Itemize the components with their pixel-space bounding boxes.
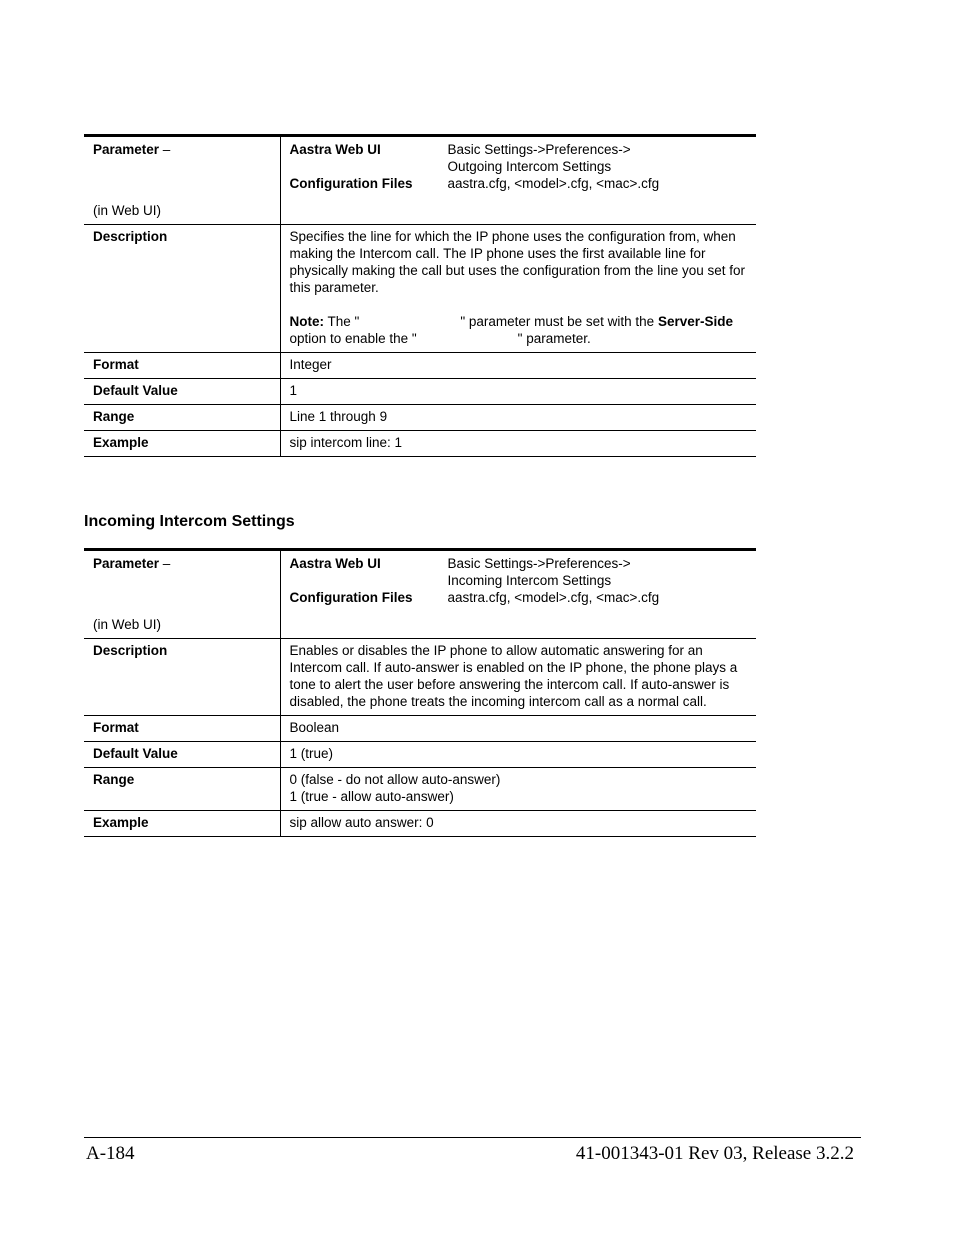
- format-label: Format: [84, 353, 280, 379]
- default-value-label: Default Value: [84, 379, 280, 405]
- range-value-2: 1 (true - allow auto-answer): [289, 789, 454, 804]
- description-text: Specifies the line for which the IP phone uses the configuration from, when making the Intercom call. The IP phone uses the first available line for physically making the call but uses the configuration from the line you set for this parameter.: [289, 229, 745, 295]
- description-text: Enables or disables the IP phone to allow automatic answering for an Intercom call. If auto-answer is enabled on the IP phone, the phone plays a tone to alert the user before answering the intercom call. If auto-answer is disabled, the phone treats the incoming intercom call as a normal call.: [280, 639, 756, 716]
- format-label: Format: [84, 716, 280, 742]
- note-part-1: The ": [324, 314, 360, 329]
- parameter-label-cell: [84, 136, 280, 225]
- config-files-value: aastra.cfg, <model>.cfg, <mac>.cfg: [447, 590, 660, 605]
- description-label: Description: [84, 225, 280, 353]
- description-row: [84, 639, 756, 716]
- range-row: [84, 405, 756, 431]
- parameter-row: [84, 550, 756, 639]
- range-value-1: 0 (false - do not allow auto-answer): [289, 772, 501, 787]
- format-row: [84, 353, 756, 379]
- format-value: Integer: [280, 353, 756, 379]
- footer-divider: [84, 1137, 861, 1138]
- range-label: Range: [84, 405, 280, 431]
- in-web-ui-label: (in Web UI): [93, 203, 162, 218]
- example-row: [84, 431, 756, 457]
- range-value: Line 1 through 9: [280, 405, 756, 431]
- default-value-row: [84, 742, 756, 768]
- section-heading: Incoming Intercom Settings: [84, 513, 295, 530]
- parameter-table-auto-answer: [84, 548, 756, 837]
- range-value-cell: [280, 768, 756, 811]
- parameter-value-cell: [280, 550, 756, 639]
- web-ui-path-2: Outgoing Intercom Settings: [447, 159, 612, 174]
- note-label: Note:: [289, 314, 324, 329]
- example-label: Example: [84, 811, 280, 837]
- web-ui-path-1: Basic Settings->Preferences->: [447, 142, 631, 157]
- example-label: Example: [84, 431, 280, 457]
- format-row: [84, 716, 756, 742]
- parameter-label-cell: [84, 550, 280, 639]
- note-part-4: " parameter.: [517, 331, 591, 346]
- document-id: 41-001343-01 Rev 03, Release 3.2.2: [575, 1143, 854, 1164]
- in-web-ui-label: (in Web UI): [93, 617, 162, 632]
- description-cell: [280, 225, 756, 353]
- config-files-value: aastra.cfg, <model>.cfg, <mac>.cfg: [447, 176, 660, 191]
- example-row: [84, 811, 756, 837]
- web-ui-path-2: Incoming Intercom Settings: [447, 573, 612, 588]
- example-value: sip allow auto answer: 0: [280, 811, 756, 837]
- web-ui-path-1: Basic Settings->Preferences->: [447, 556, 631, 571]
- note-part-3: option to enable the ": [289, 331, 417, 346]
- page-number: A-184: [86, 1143, 135, 1164]
- default-value: 1 (true): [280, 742, 756, 768]
- parameter-label: Parameter: [93, 556, 160, 571]
- web-ui-key: Aastra Web UI: [289, 142, 381, 157]
- description-label: Description: [84, 639, 280, 716]
- config-files-key: Configuration Files: [289, 590, 413, 605]
- parameter-dash: –: [159, 556, 171, 571]
- parameter-label: Parameter: [93, 142, 160, 157]
- parameter-dash: –: [159, 142, 171, 157]
- description-row: [84, 225, 756, 353]
- parameter-table-intercom-line: [84, 134, 756, 457]
- format-value: Boolean: [280, 716, 756, 742]
- default-value-row: [84, 379, 756, 405]
- config-files-key: Configuration Files: [289, 176, 413, 191]
- default-value: 1: [280, 379, 756, 405]
- parameter-row: [84, 136, 756, 225]
- parameter-value-cell: [280, 136, 756, 225]
- example-value: sip intercom line: 1: [280, 431, 756, 457]
- default-value-label: Default Value: [84, 742, 280, 768]
- description-note: [290, 313, 748, 347]
- range-row: [84, 768, 756, 811]
- note-bold: Server-Side: [657, 314, 733, 329]
- range-label: Range: [84, 768, 280, 811]
- note-part-2: " parameter must be set with the: [460, 314, 658, 329]
- web-ui-key: Aastra Web UI: [289, 556, 381, 571]
